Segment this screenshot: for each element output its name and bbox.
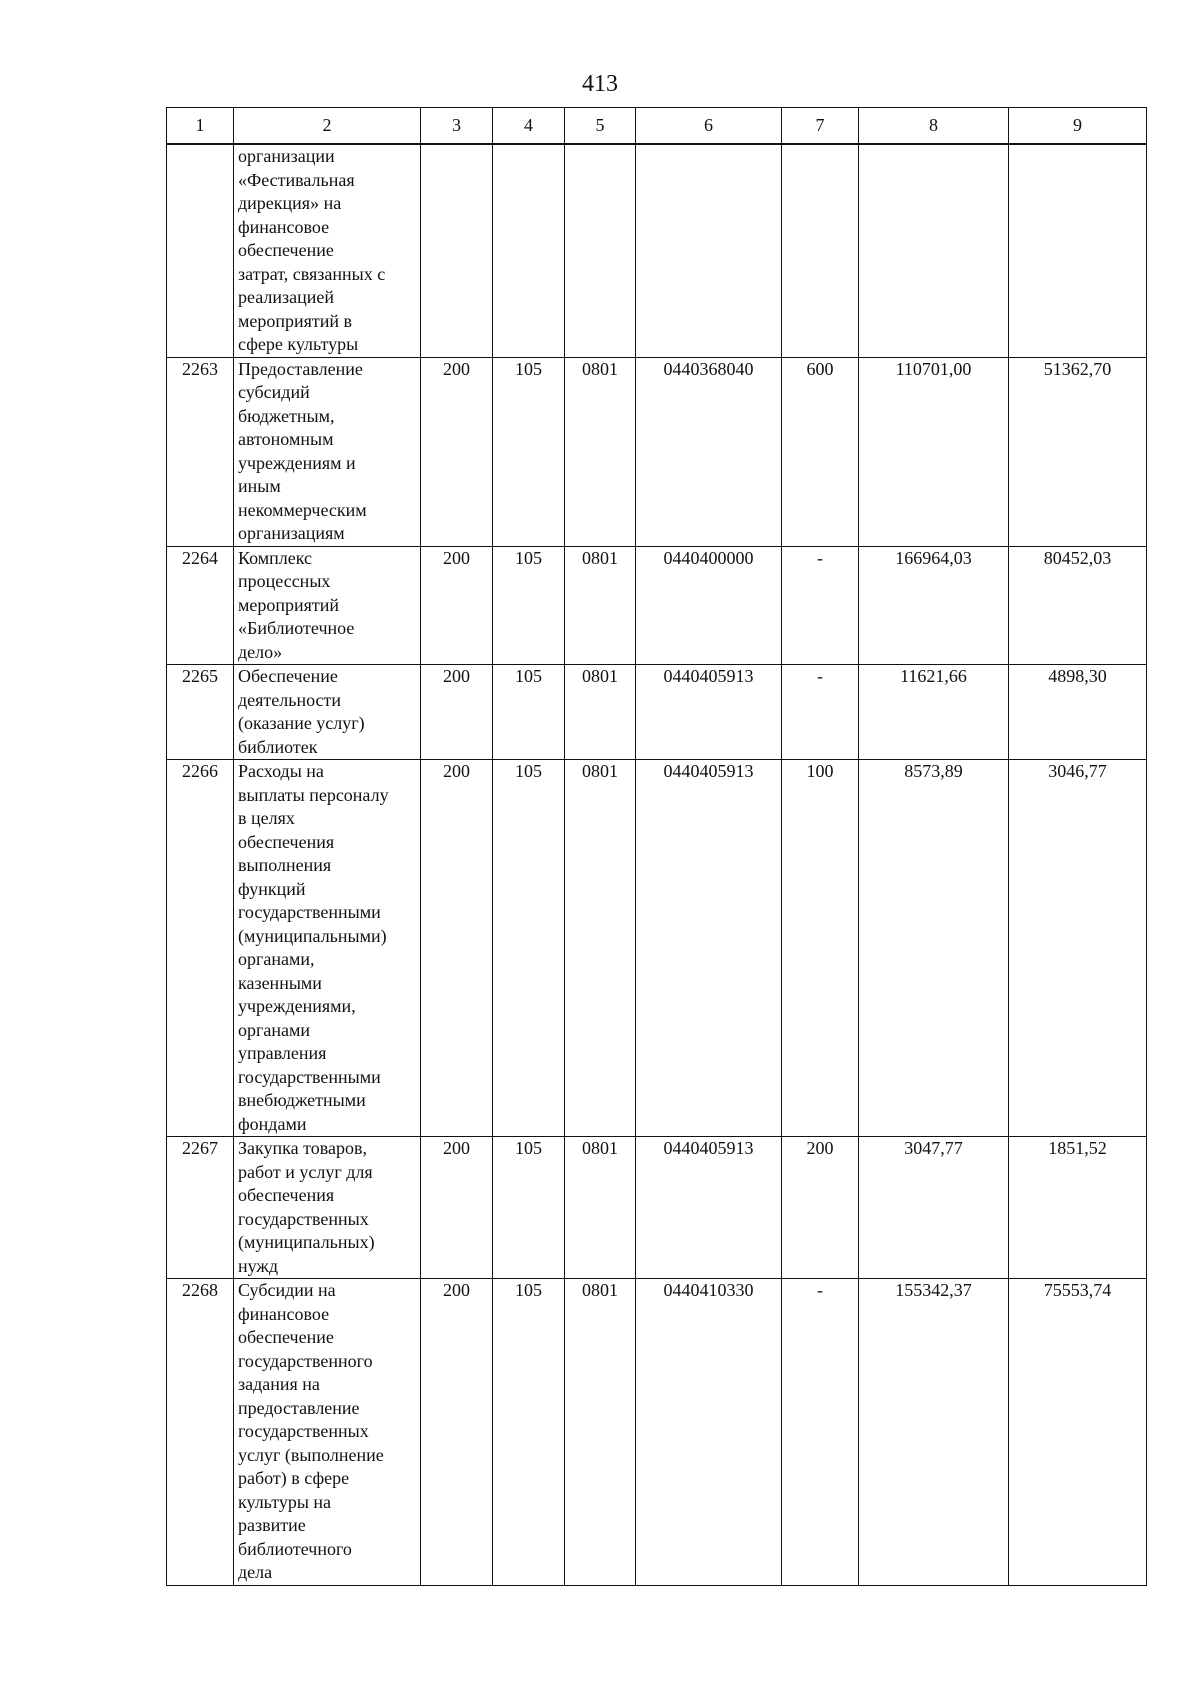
cell-code-5 xyxy=(565,144,636,357)
cell-amount-fact: 75553,74 xyxy=(1009,1279,1147,1586)
item-name-line: (муниципальных) xyxy=(238,1232,375,1252)
item-name-line: (оказание услуг) xyxy=(238,713,365,733)
item-name-line: Расходы на xyxy=(238,761,324,781)
item-name-line: предоставление xyxy=(238,1397,360,1418)
item-name-line: фондами xyxy=(238,1113,307,1134)
item-name-line: функций xyxy=(238,878,306,899)
cell-code-4 xyxy=(493,144,565,357)
cell-target-code: 0440368040 xyxy=(636,357,782,546)
cell-expense-type: - xyxy=(782,665,859,760)
item-name-line: государственных xyxy=(238,1208,369,1229)
cell-row-number: 2267 xyxy=(167,1137,234,1279)
item-name-line: обеспечения xyxy=(238,1185,335,1205)
item-name-line: задания на xyxy=(238,1374,320,1394)
cell-code-5: 0801 xyxy=(565,665,636,760)
cell-target-code: 0440405913 xyxy=(636,665,782,760)
item-name-line: Комплекс xyxy=(238,547,313,568)
cell-code-4: 105 xyxy=(493,546,565,665)
cell-amount-plan: 3047,77 xyxy=(859,1137,1009,1279)
cell-target-code: 0440405913 xyxy=(636,1137,782,1279)
cell-expense-type: 600 xyxy=(782,357,859,546)
cell-row-number: 2263 xyxy=(167,357,234,546)
table-row xyxy=(167,760,1147,1137)
table-row xyxy=(167,357,1147,546)
item-name-line: бюджетным, xyxy=(238,405,335,426)
item-name-line: организациям xyxy=(238,523,345,543)
item-name-line: выплаты персоналу xyxy=(238,784,389,805)
cell-amount-fact: 80452,03 xyxy=(1009,546,1147,665)
item-name-line: сфере культуры xyxy=(238,334,359,354)
item-name-line: Субсидии на xyxy=(238,1280,336,1300)
cell-amount-plan: 11621,66 xyxy=(859,665,1009,760)
item-name-line: выполнения xyxy=(238,855,332,875)
table-row xyxy=(167,1137,1147,1279)
item-name-line: работ) в сфере xyxy=(238,1468,350,1488)
cell-item-name xyxy=(234,760,421,1137)
item-name-line: услуг (выполнение xyxy=(238,1444,384,1465)
item-name-line: органами, xyxy=(238,949,315,969)
item-name-line: «Библиотечное xyxy=(238,618,355,638)
cell-code-5: 0801 xyxy=(565,546,636,665)
col-header-9: 9 xyxy=(1009,108,1147,145)
cell-expense-type: - xyxy=(782,546,859,665)
item-name-line: «Фестивальная xyxy=(238,169,355,190)
item-name-line: в целях xyxy=(238,808,295,828)
item-name-line: нужд xyxy=(238,1255,278,1276)
item-name-line: управления xyxy=(238,1043,327,1063)
cell-target-code: 0440410330 xyxy=(636,1279,782,1586)
cell-expense-type: 100 xyxy=(782,760,859,1137)
item-name-line: внебюджетными xyxy=(238,1090,366,1110)
cell-target-code: 0440405913 xyxy=(636,760,782,1137)
item-name-line: учреждениям и xyxy=(238,452,356,473)
cell-expense-type xyxy=(782,144,859,357)
cell-amount-plan: 166964,03 xyxy=(859,546,1009,665)
table-row xyxy=(167,665,1147,760)
item-name-line: государственных xyxy=(238,1421,369,1441)
cell-amount-plan: 110701,00 xyxy=(859,357,1009,546)
cell-row-number: 2266 xyxy=(167,760,234,1137)
cell-row-number: 2264 xyxy=(167,546,234,665)
cell-item-name xyxy=(234,1137,421,1279)
item-name-line: государственного xyxy=(238,1350,373,1371)
item-name-line: обеспечение xyxy=(238,240,334,260)
item-name-line: дело» xyxy=(238,641,283,662)
item-name-line: автономным xyxy=(238,429,334,449)
item-name-line: мероприятий в xyxy=(238,310,353,331)
cell-row-number xyxy=(167,144,234,357)
cell-expense-type: 200 xyxy=(782,1137,859,1279)
item-name-line: развитие xyxy=(238,1515,306,1535)
item-name-line: культуры на xyxy=(238,1491,332,1512)
cell-code-4: 105 xyxy=(493,665,565,760)
table-row xyxy=(167,1279,1147,1586)
col-header-8: 8 xyxy=(859,108,1009,145)
table-body xyxy=(167,144,1147,1585)
item-name-line: организации xyxy=(238,146,335,166)
cell-code-3: 200 xyxy=(421,1137,493,1279)
cell-amount-plan: 155342,37 xyxy=(859,1279,1009,1586)
item-name-line: Обеспечение xyxy=(238,666,338,686)
col-header-1: 1 xyxy=(167,108,234,145)
item-name-line: финансовое xyxy=(238,1303,330,1324)
col-header-7: 7 xyxy=(782,108,859,145)
item-name-line: учреждениями, xyxy=(238,996,356,1016)
item-name-line: финансовое xyxy=(238,216,330,237)
cell-item-name xyxy=(234,144,421,357)
cell-code-3 xyxy=(421,144,493,357)
item-name-line: Закупка товаров, xyxy=(238,1138,367,1158)
item-name-line: деятельности xyxy=(238,689,342,710)
item-name-line: органами xyxy=(238,1019,311,1040)
item-name-line: реализацией xyxy=(238,287,334,307)
item-name-line: государственными xyxy=(238,1066,381,1087)
cell-amount-plan: 8573,89 xyxy=(859,760,1009,1137)
item-name-line: некоммерческим xyxy=(238,499,367,520)
col-header-3: 3 xyxy=(421,108,493,145)
page-number: 413 xyxy=(582,71,618,97)
budget-table xyxy=(166,107,1147,1586)
cell-amount-fact xyxy=(1009,144,1147,357)
col-header-4: 4 xyxy=(493,108,565,145)
item-name-line: библиотек xyxy=(238,736,318,757)
cell-code-5: 0801 xyxy=(565,357,636,546)
item-name-line: мероприятий xyxy=(238,594,340,615)
item-name-line: (муниципальными) xyxy=(238,925,387,946)
col-header-6: 6 xyxy=(636,108,782,145)
cell-target-code xyxy=(636,144,782,357)
item-name-line: библиотечного xyxy=(238,1538,352,1559)
cell-code-4: 105 xyxy=(493,760,565,1137)
item-name-line: процессных xyxy=(238,571,331,591)
cell-code-3: 200 xyxy=(421,1279,493,1586)
cell-code-4: 105 xyxy=(493,1279,565,1586)
item-name-line: дирекция» на xyxy=(238,193,342,213)
cell-amount-fact: 1851,52 xyxy=(1009,1137,1147,1279)
item-name-line: казенными xyxy=(238,972,322,993)
item-name-line: Предоставление xyxy=(238,358,363,379)
cell-item-name xyxy=(234,546,421,665)
cell-amount-plan xyxy=(859,144,1009,357)
cell-amount-fact: 3046,77 xyxy=(1009,760,1147,1137)
cell-code-3: 200 xyxy=(421,760,493,1137)
cell-code-5: 0801 xyxy=(565,760,636,1137)
item-name-line: субсидий xyxy=(238,382,310,402)
item-name-line: иным xyxy=(238,476,281,496)
header-row xyxy=(167,108,1147,145)
table-row xyxy=(167,144,1147,357)
cell-row-number: 2268 xyxy=(167,1279,234,1586)
cell-code-4: 105 xyxy=(493,1137,565,1279)
item-name-line: дела xyxy=(238,1562,273,1582)
cell-code-3: 200 xyxy=(421,665,493,760)
cell-code-3: 200 xyxy=(421,357,493,546)
item-name-line: работ и услуг для xyxy=(238,1161,373,1182)
cell-expense-type: - xyxy=(782,1279,859,1586)
cell-amount-fact: 4898,30 xyxy=(1009,665,1147,760)
item-name-line: государственными xyxy=(238,902,381,922)
table-row xyxy=(167,546,1147,665)
item-name-line: затрат, связанных с xyxy=(238,263,386,284)
cell-code-4: 105 xyxy=(493,357,565,546)
cell-item-name xyxy=(234,665,421,760)
item-name-line: обеспечение xyxy=(238,1327,334,1347)
cell-code-3: 200 xyxy=(421,546,493,665)
cell-item-name xyxy=(234,1279,421,1586)
col-header-2: 2 xyxy=(234,108,421,145)
cell-item-name xyxy=(234,357,421,546)
cell-code-5: 0801 xyxy=(565,1137,636,1279)
cell-target-code: 0440400000 xyxy=(636,546,782,665)
cell-amount-fact: 51362,70 xyxy=(1009,357,1147,546)
item-name-line: обеспечения xyxy=(238,831,335,852)
cell-code-5: 0801 xyxy=(565,1279,636,1586)
col-header-5: 5 xyxy=(565,108,636,145)
cell-row-number: 2265 xyxy=(167,665,234,760)
